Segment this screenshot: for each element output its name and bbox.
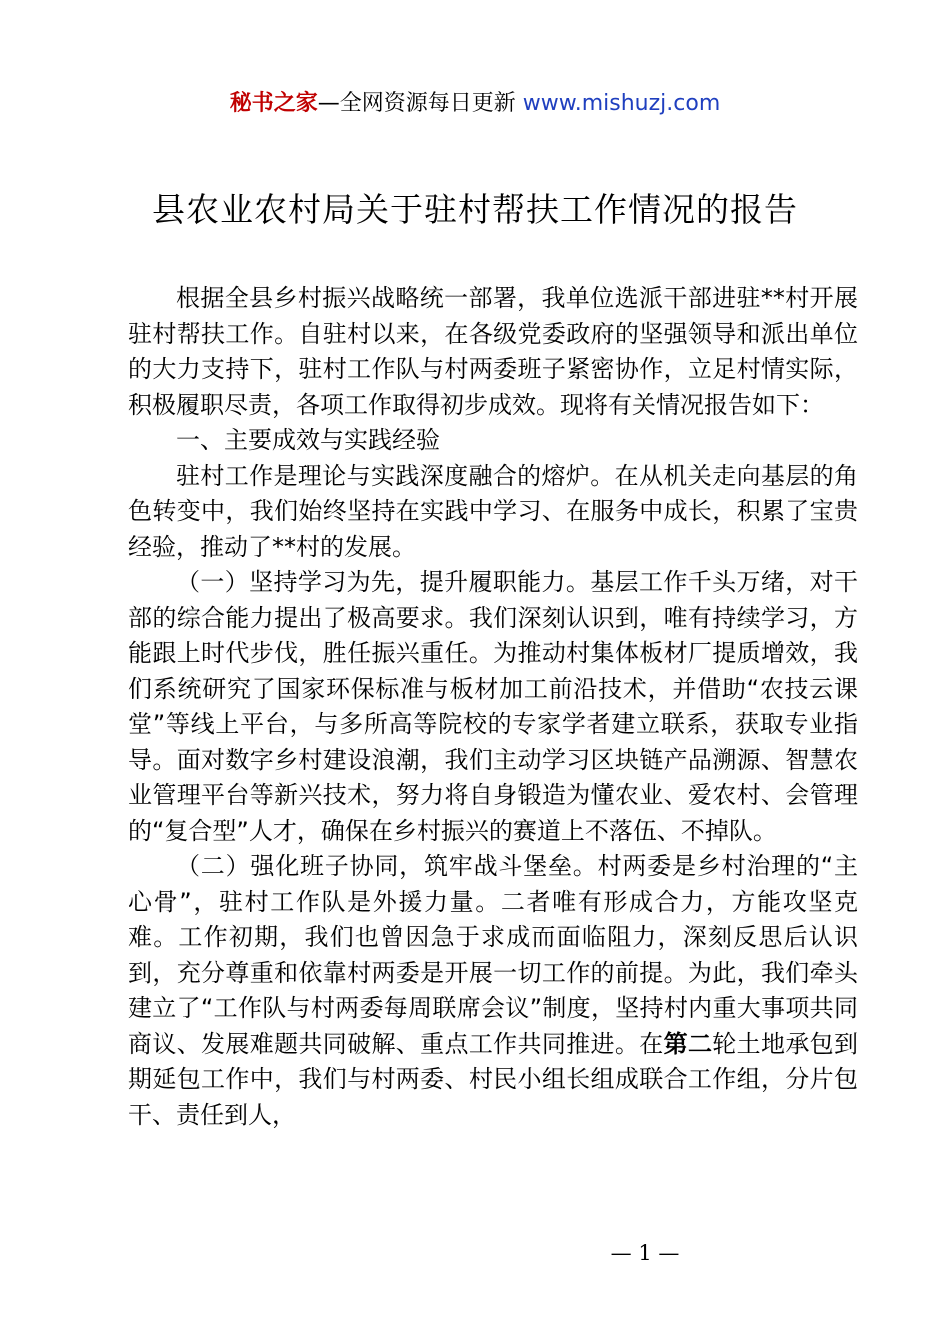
page-number [0,1238,950,1268]
paragraph-subsection-1: （一）坚持学习为先，提升履职能力。基层工作千头万绪，对干部的综合能力提出了极高要求。我们深刻认识到，唯有持续学习，方能跟上时代步伐，胜任振兴重任。为推动村集体板材厂提质增效，我们系统研究了国家环保标准与板材加工前沿技术，并借助“农技云课堂”等线上平台，与多所高等院校的专家学者建立联系，获取专业指导。面对数字乡村建设浪潮，我们主动学习区块链产品溯源、智慧农业管理平台等新兴技术，努力将自身锻造为懂农业、爱农村、会管理的“复合型”人才，确保在乡村振兴的赛道上不落伍、不掉队。 [128,568,858,845]
site-slogan: —全网资源每日更新 [317,91,516,116]
document-body [128,281,858,1133]
paragraph-subsection-2 [128,849,858,1133]
paragraph-section-1-intro: 驻村工作是理论与实践深度融合的熔炉。在从机关走向基层的角色转变中，我们始终坚持在实践中学习、在服务中成长，积累了宝贵经验，推动了**村的发展。 [128,461,858,561]
paragraph-intro: 根据全县乡村振兴战略统一部署，我单位选派干部进驻**村开展驻村帮扶工作。自驻村以来，在各级党委政府的坚强领导和派出单位的大力支持下，驻村工作队与村两委班子紧密协作，立足村情实际，积极履职尽责，各项工作取得初步成效。现将有关情况报告如下： [128,284,858,419]
site-url-link[interactable]: www.mishuzj.com [522,91,721,116]
section-heading-1: 一、主要成效与实践经验 [176,426,440,454]
document-title: 县农业农村局关于驻村帮扶工作情况的报告 [152,190,798,229]
paragraph-text-segment: 轮土地承包到期延包工作中，我们与村两委、村民小组长组成联合工作组，分片包干、责任到人， [128,1029,859,1129]
site-header-banner [0,88,950,120]
paragraph-text-segment: （二）强化班子协同，筑牢战斗堡垒。村两委是乡村治理的“主心骨”，驻村工作队是外援力量。二者唯有形成合力，方能攻坚克难。工作初期，我们也曾因急于求成而面临阻力，深刻反思后认识到，充分尊重和依靠村两委是开展一切工作的前提。为此，我们牵头建立了“工作队与村两委每周联席会议”制度，坚持村内重大事项共同商议、发展难题共同破解、重点工作共同推进。在 [128,852,858,1058]
site-brand-name: 秘书之家 [229,91,318,116]
bold-text-segment: 第二 [663,1029,713,1058]
page-number-text: — 1 — [610,1241,680,1265]
